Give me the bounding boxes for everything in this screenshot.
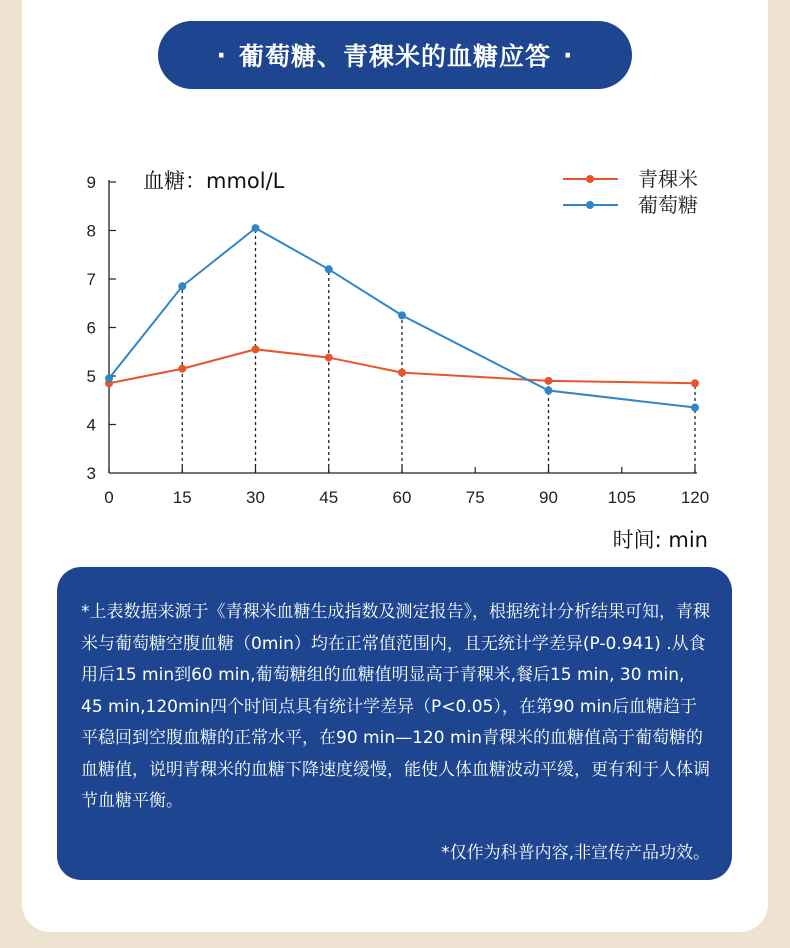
x-tick-label-15: 15 (172, 488, 192, 507)
series-line-0 (109, 349, 695, 383)
series-1-point-90 (545, 387, 553, 395)
chart-axes (87, 173, 710, 507)
y-tick-label-6: 6 (86, 318, 96, 338)
series-0-point-90 (545, 377, 553, 385)
series-1-point-60 (398, 311, 406, 319)
x-tick-label-60: 60 (392, 488, 412, 507)
series-1-point-0 (105, 374, 113, 382)
x-axis-label: 时间: min (612, 528, 708, 552)
series-0-point-15 (178, 365, 186, 373)
series-1-point-120 (691, 404, 699, 412)
x-tick-label-30: 30 (246, 488, 265, 507)
series-1-point-30 (252, 224, 260, 232)
y-axis-label: 血糖：mmol/L (143, 169, 285, 193)
legend-label-1: 葡萄糖 (638, 193, 698, 217)
title-dot-left: · (216, 40, 227, 70)
legend-marker-0 (586, 175, 594, 183)
note-box (57, 567, 732, 880)
series-0-point-30 (252, 345, 260, 353)
series-0-point-45 (325, 354, 333, 362)
title-dot-right: · (563, 40, 574, 70)
y-tick-label-7: 7 (86, 270, 96, 289)
y-tick-label-3: 3 (86, 464, 96, 483)
note-footer: *仅作为科普内容,非宣传产品功效。 (441, 843, 710, 863)
x-tick-label-90: 90 (539, 488, 558, 507)
x-tick-label-0: 0 (104, 488, 114, 507)
legend-marker-1 (586, 201, 594, 209)
series-0-point-120 (691, 379, 699, 387)
chart-legend (563, 167, 698, 217)
x-tick-label-75: 75 (465, 488, 485, 507)
chart-series (105, 224, 699, 411)
series-0-point-60 (398, 369, 406, 377)
x-tick-label-105: 105 (607, 488, 636, 507)
y-tick-label-5: 5 (86, 367, 96, 386)
y-tick-label-9: 9 (86, 173, 96, 192)
y-tick-label-8: 8 (86, 221, 96, 241)
page-title: 葡萄糖、青稞米的血糖应答 (238, 42, 551, 71)
series-1-point-15 (178, 282, 186, 290)
y-tick-label-4: 4 (86, 415, 96, 435)
x-tick-label-45: 45 (319, 488, 339, 507)
legend-label-0: 青稞米 (638, 167, 698, 191)
note-body: *上表数据来源于《青稞米血糖生成指数及测定报告》，根据统计分析结果可知，青稞米与葡萄糖空腹血糖（0min）均在正常值范围内，且无统计学差异(P-0.941) .从食用后15 min到60 min,葡萄糖组的血糖值明显高于青稞米,餐后15 min, 30 min, 45 min,120min四个时间点具有统计学差异（P<0.05），在第90 min后血糖趋于平稳回到空腹血糖的正常水平，在90 min—120 min青稞米的血糖值高于葡萄糖的血糖值，说明青稞米的血糖下降速度缓慢，能使人体血糖波动平缓，更有利于人体调节血糖平衡。 (81, 602, 710, 811)
x-tick-label-120: 120 (680, 488, 710, 507)
series-1-point-45 (325, 265, 333, 273)
